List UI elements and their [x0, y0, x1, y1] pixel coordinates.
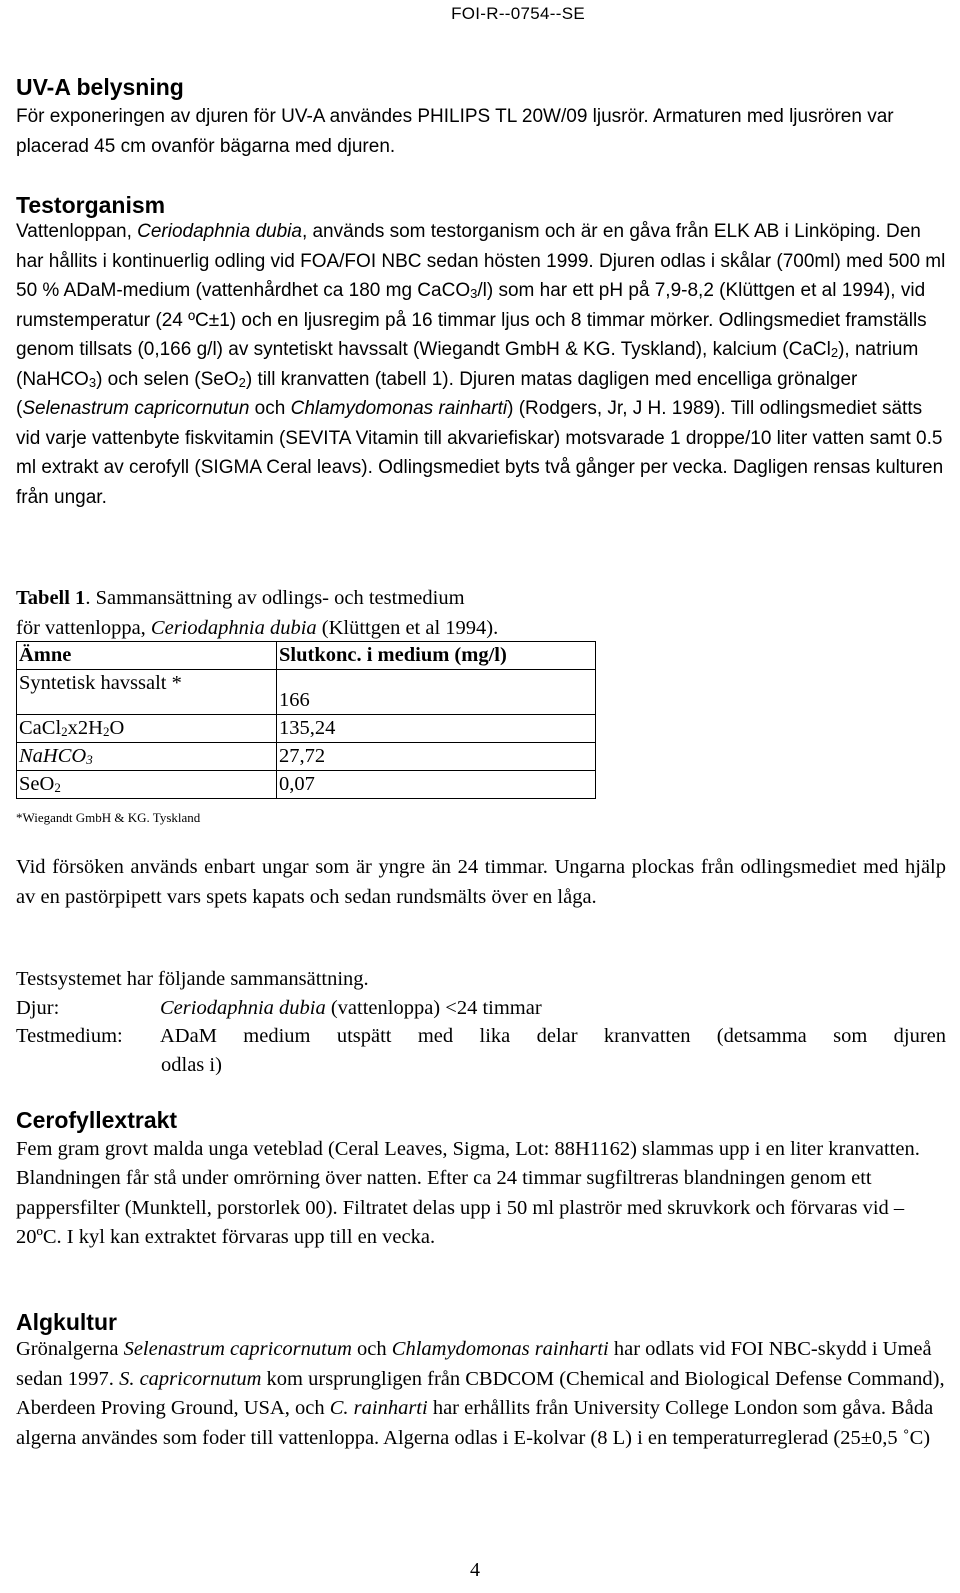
heading-uva: UV-A belysning	[16, 74, 184, 100]
test-system-medium: Testmedium: ADaM medium utspätt med lika delar kranvatten (detsamma som djuren	[16, 1025, 946, 1047]
table-header-cell: Slutkonc. i medium (mg/l)	[277, 642, 596, 670]
test-system-medium-cont: odlas i)	[161, 1054, 222, 1076]
table-header-cell: Ämne	[17, 642, 277, 670]
table-cell: NaHCO$_3$	[17, 743, 277, 771]
table-cell: 135,24	[277, 715, 596, 743]
table-footnote: *Wiegandt GmbH & KG. Tyskland	[16, 810, 201, 825]
uva-paragraph: För exponeringen av djuren för UV-A användes PHILIPS TL 20W/09 ljusrör. Armaturen med ljusrören var placerad 45 cm ovanför bägarna med djuren.	[16, 106, 894, 157]
heading-cerofyll: Cerofyllextrakt	[16, 1107, 178, 1133]
algkultur-paragraph: Grönalgerna Selenastrum capricornutum och Chlamydomonas rainharti har odlats vid FOI NBC-skydd i Umeå sedan 1997. S. capricornutum kom ursprungligen från CBDCOM (Chemical and Biological Defense Command), Aberdeen Proving Ground, USA, och C. rainharti har erhållits från University College London som gåva. Båda algerna användes som foder till vattenloppa. Algerna odlas i E-kolvar (8 L) i en temperaturreglerad (25±0,5 ˚C)	[16, 1338, 945, 1449]
testorganism-paragraph-2: Djuren odlas i skålar (700ml) med 500 ml 50 % ADaM-medium (vattenhårdhet ca 180 mg CaCO$_3$/l) som har ett pH på 7,9-8,2 (Klüttgen et al 1994), vid rumstemperatur (24 ºC±1) och en ljusregim på 16 timmar ljus och 8 timmar mörker. Odlingsmediet framställs genom tillsats (0,166 g/l) av syntetiskt havssalt (Wiegandt GmbH & KG. Tyskland), kalcium (CaCl$_2$), natrium (NaHCO$_3$) och selen (SeO$_2$) till kranvatten (tabell 1). Djuren matas dagligen med encelliga grönalger (Selenastrum capricornutun och Chlamydomonas rainharti) (Rodgers, Jr, J H. 1989). Till odlingsmediet sätts vid varje vattenbyte fiskvitamin (SEVITA Vitamin till akvariefiskar) motsvarade 1 droppe/10 liter vatten samt 0.5 ml extrakt av cerofyll (SIGMA Ceral leavs). Odlingsmediet byts två gånger per vecka. Dagligen rensas kulturen från ungar.	[16, 250, 946, 508]
table-header-row	[17, 642, 596, 670]
table-cell: $CaCl_2x2H_2O$	[17, 715, 277, 743]
table-cell: 0,07	[277, 771, 596, 799]
table-row	[17, 670, 596, 715]
table-row	[17, 743, 596, 771]
document-id: FOI-R--0754--SE	[451, 4, 585, 23]
composition-table	[16, 641, 596, 799]
test-system-intro: Testsystemet har följande sammansättning.	[16, 968, 369, 990]
page-number: 4	[470, 1559, 480, 1581]
table-row	[17, 771, 596, 799]
heading-algkultur: Algkultur	[16, 1309, 117, 1335]
juveniles-paragraph: Vid försöken används enbart ungar som är yngre än 24 timmar. Ungarna plockas från odlingsmediet med hjälp av en pastörpipett vars spets kapats och sedan rundsmälts över en låga.	[16, 856, 946, 908]
heading-testorganism: Testorganism	[16, 192, 166, 218]
table-cell: Syntetisk havssalt *	[17, 670, 277, 715]
table-cell: SeO$_2$	[17, 771, 277, 799]
test-system-animal: Djur: Ceriodaphnia dubia (vattenloppa) <24 timmar	[16, 997, 542, 1019]
table-caption: Tabell 1. Sammansättning av odlings- och testmedium för vattenloppa, Ceriodaphnia dubia (Klüttgen et al 1994).	[16, 587, 499, 639]
table-row	[17, 715, 596, 743]
table-cell: 27,72	[277, 743, 596, 771]
table-cell: 166	[277, 670, 596, 715]
cerofyll-paragraph: Fem gram grovt malda unga veteblad (Ceral Leaves, Sigma, Lot: 88H1162) slammas upp i en liter kranvatten. Blandningen får stå under omrörning över natten. Efter ca 24 timmar sugfiltreras blandningen genom ett pappersfilter (Munktell, porstorlek 00). Filtratet delas upp i 50 ml plaströr med skruvkork och förvaras vid –20ºC. I kyl kan extraktet förvaras upp till en vecka.	[16, 1138, 920, 1248]
testorganism-paragraph-1: Vattenloppan, Ceriodaphnia dubia, används som testorganism och är en gåva från ELK AB i Linköping. Den har hållits i kontinuerlig odling vid FOA/FOI NBC sedan hösten 1999. Djuren odlas i skålar (700ml) med 500 ml 50 % ADaM-medium (vattenhårdhet ca 180 mg CaCO$_3$/l) som har ett pH på 7,9-8,2 (Klüttgen et al 1994), vid rumstemperatur (24 ºC±1) och en ljusregim på 16 timmar ljus och 8 timmar mörker. Odlingsmediet framställs genom tillsats (0,166 g/l) av syntetiskt havssalt (Wiegandt GmbH & KG. Tyskland), kalcium (CaCl$_2$), natrium (NaHCO$_3$) och selen (SeO$_2$) till kranvatten (tabell 1). Djuren matas dagligen med encelliga grönalger (Selenastrum capricornutun och Chlamydomonas rainharti) (Rodgers, Jr, J H. 1989). Till odlingsmediet sätts vid varje vattenbyte fiskvitamin (SEVITA Vitamin till akvariefiskar) motsvarade 1 droppe/10 liter vatten samt 0.5 ml extrakt av cerofyll (SIGMA Ceral leavs). Odlingsmediet byts två gånger per vecka. Dagligen rensas kulturen från ungar.	[16, 221, 946, 508]
